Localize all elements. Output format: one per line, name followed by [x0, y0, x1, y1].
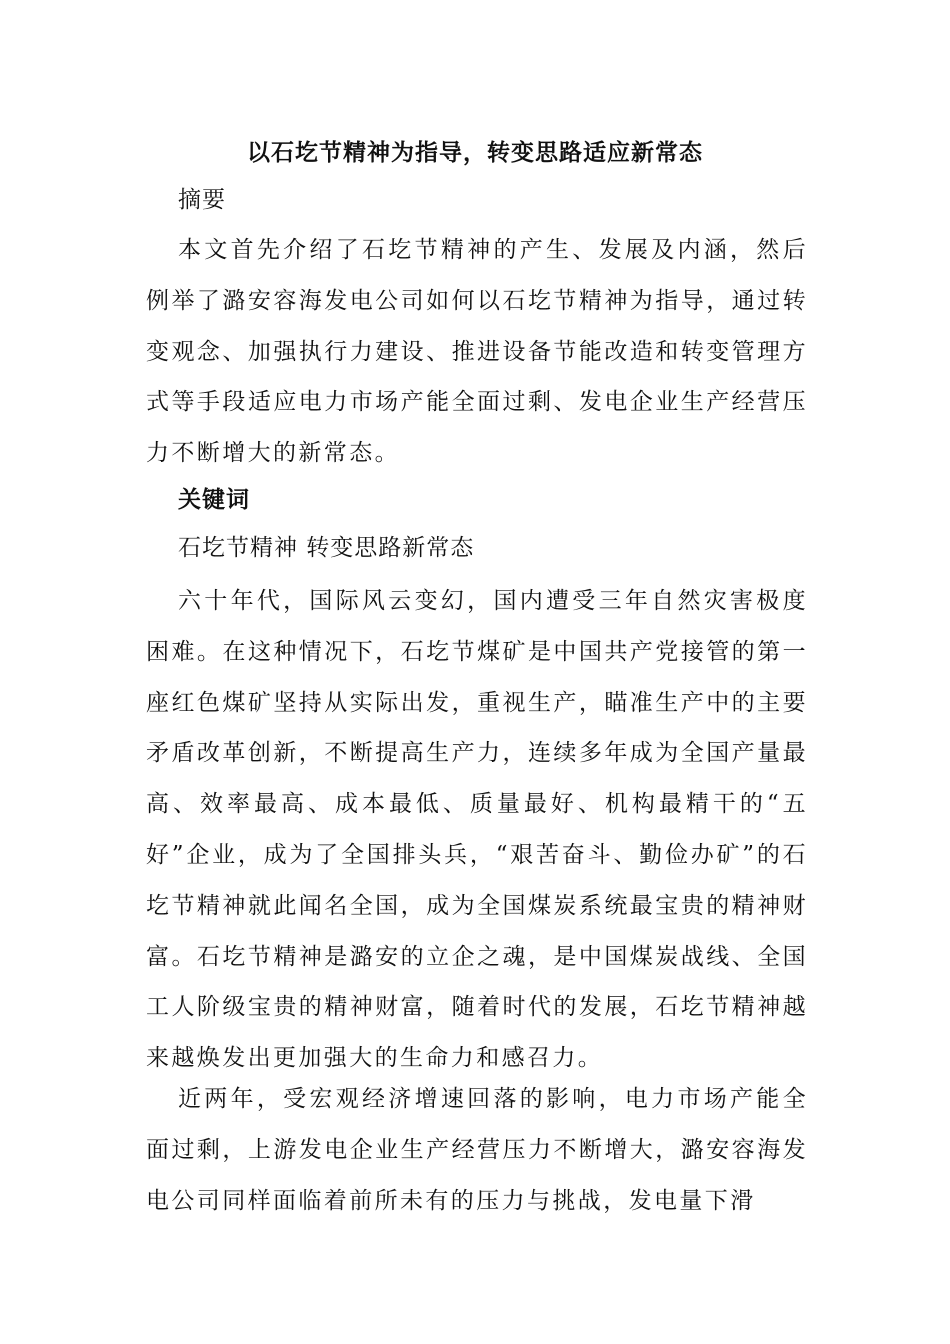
abstract-label: 摘要	[178, 187, 226, 213]
abstract-text: 本文首先介绍了石圪节精神的产生、发展及内涵，然后例举了潞安容海发电公司如何以石圪节精神为指导，通过转变观念、加强执行力建设、推进设备节能改造和转变管理方式等手段适应电力市场产能全面过剩、发电企业生产经营压力不断增大的新常态。	[146, 237, 808, 467]
keywords-text: 石圪节精神 转变思路新常态	[178, 535, 475, 561]
body-paragraph-2: 近两年，受宏观经济增速回落的影响，电力市场产能全面过剩，上游发电企业生产经营压力不断增大，潞安容海发电公司同样面临着前所未有的压力与挑战，发电量下滑	[146, 1086, 808, 1214]
keywords-label: 关键词	[178, 486, 250, 513]
body-paragraph-1: 六十年代，国际风云变幻，国内遭受三年自然灾害极度困难。在这种情况下，石圪节煤矿是中国共产党接管的第一座红色煤矿坚持从实际出发，重视生产，瞄准生产中的主要矛盾改革创新，不断提高生产力，连续多年成为全国产量最高、效率最高、成本最低、质量最好、机构最精干的“五好”企业，成为了全国排头兵，“艰苦奋斗、勤俭办矿”的石圪节精神就此闻名全国，成为全国煤炭系统最宝贵的精神财富。石圪节精神是潞安的立企之魂，是中国煤炭战线、全国工人阶级宝贵的精神财富，随着时代的发展，石圪节精神越来越焕发出更加强大的生命力和感召力。	[146, 588, 808, 1072]
document-title: 以石圪节精神为指导，转变思路适应新常态	[247, 139, 703, 166]
